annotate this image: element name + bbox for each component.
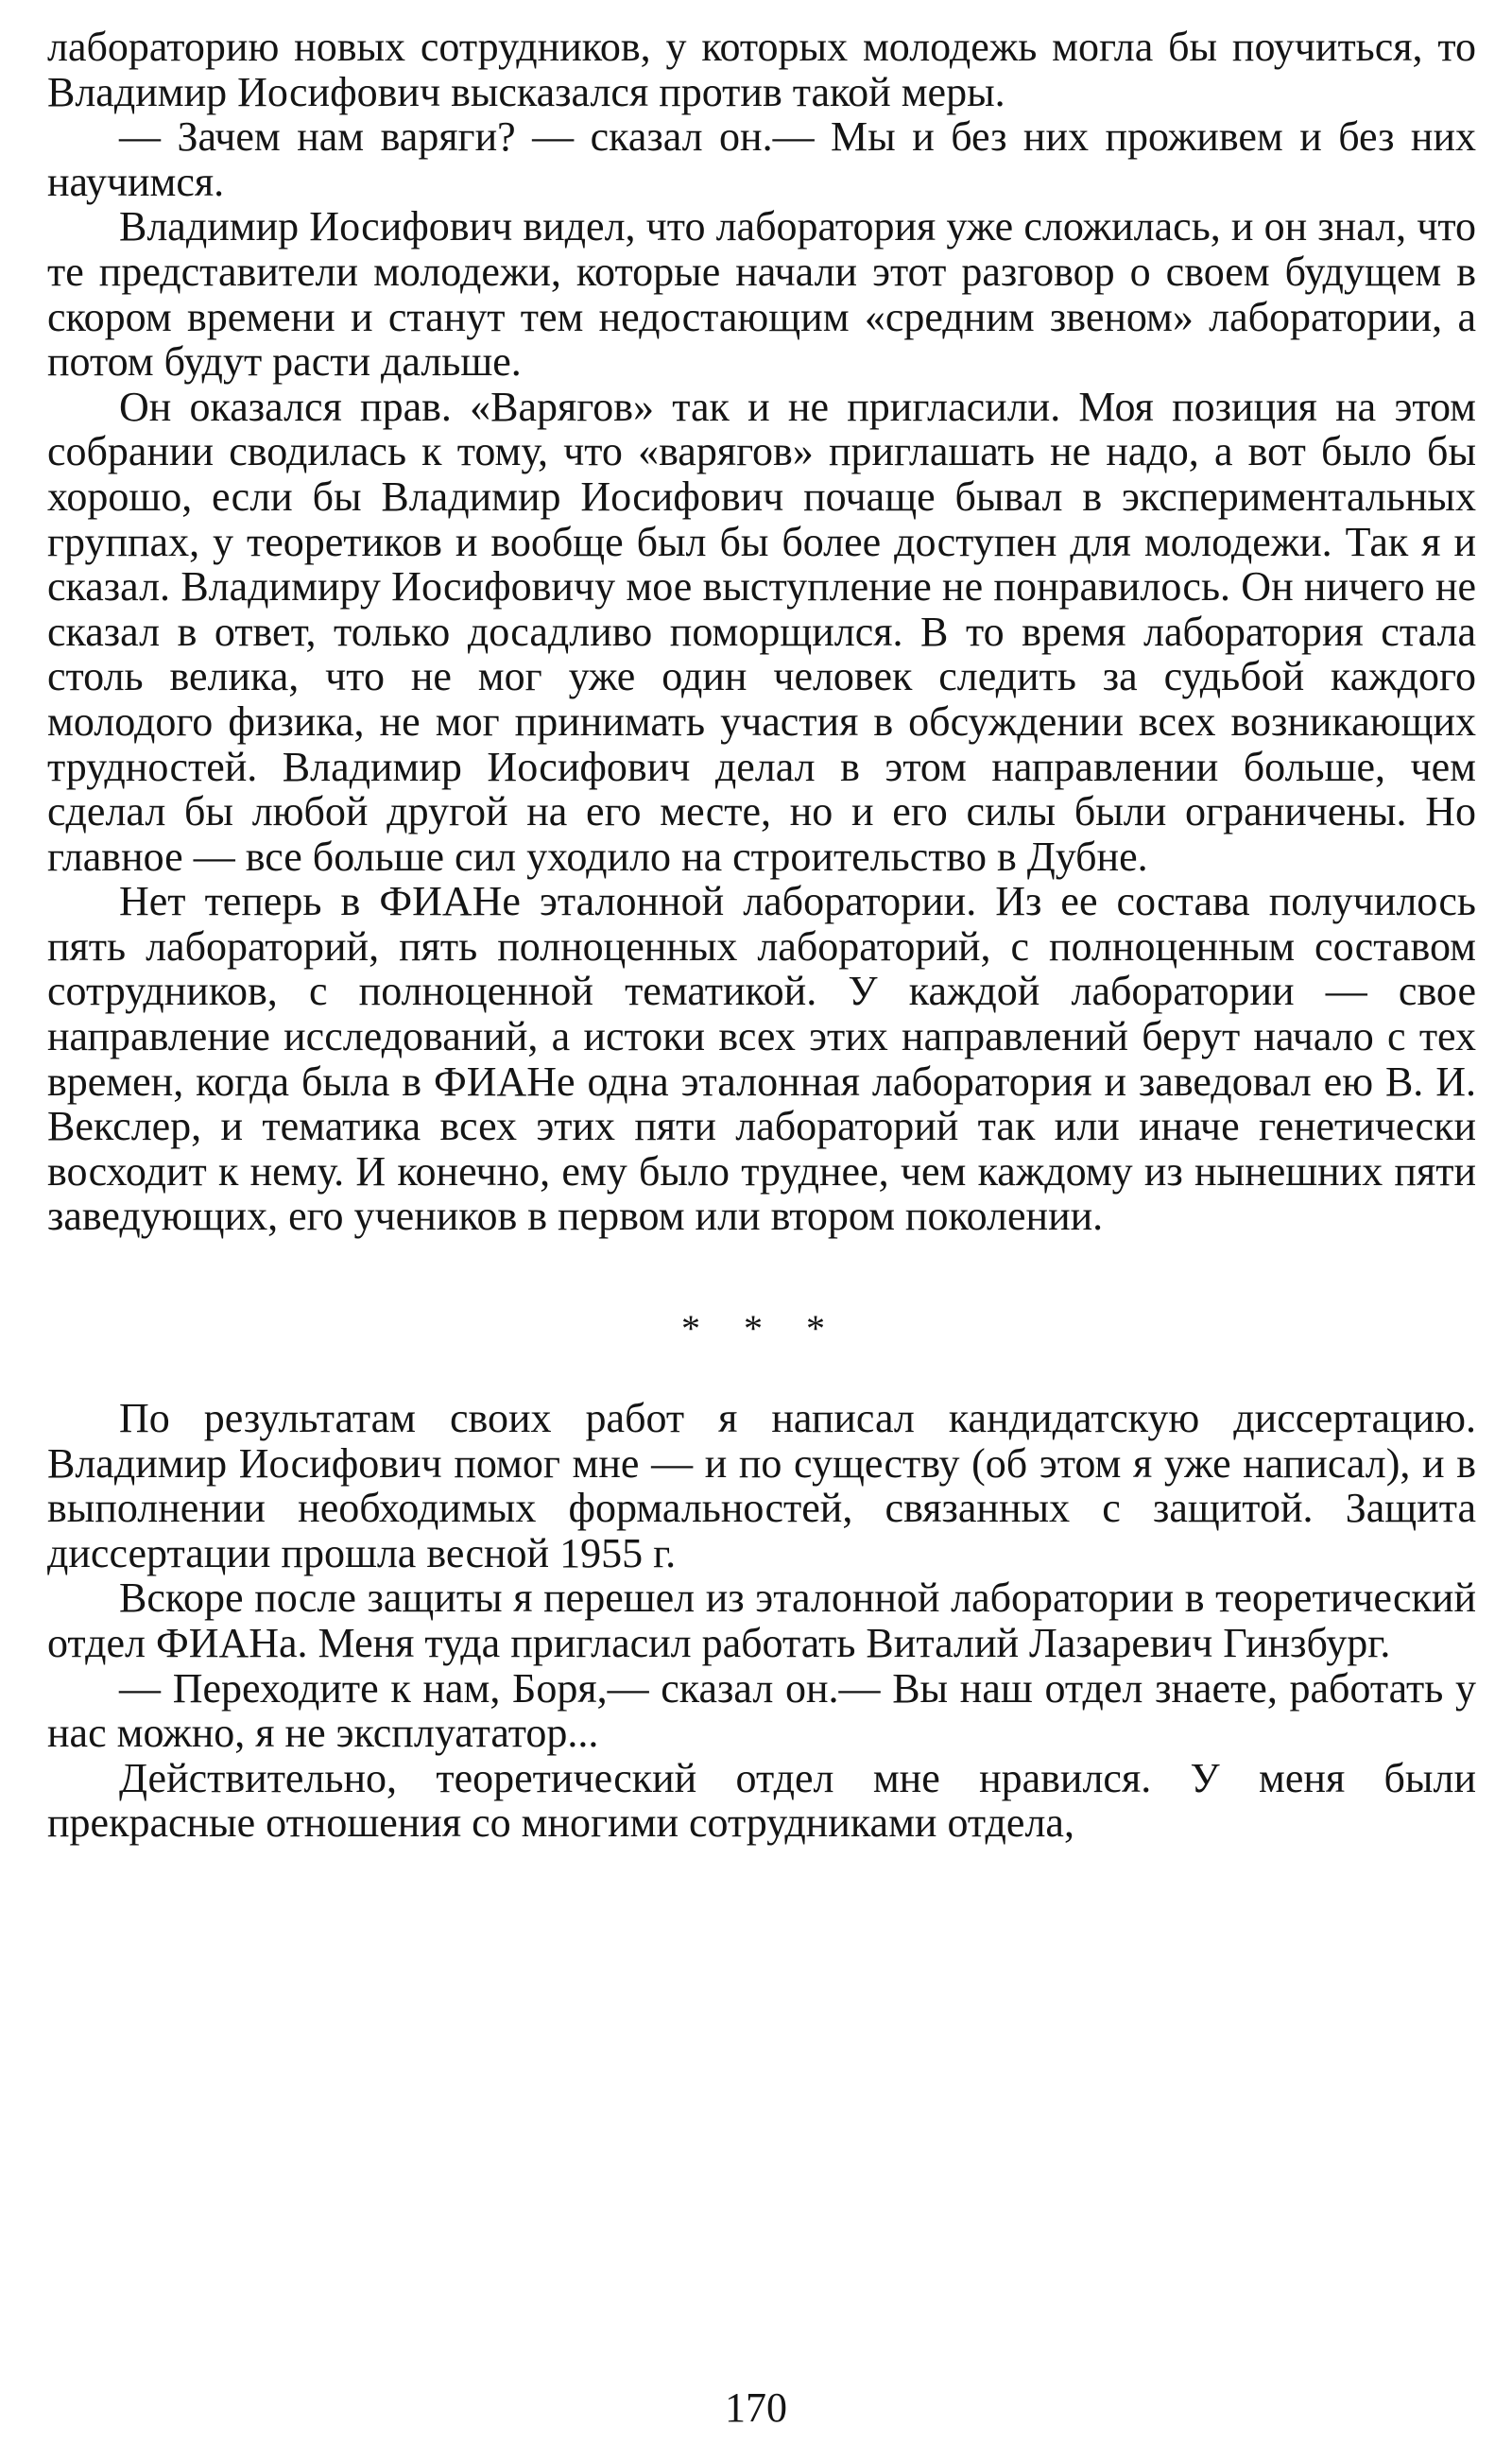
paragraph-lab-formed: Владимир Иосифович видел, что лаборатория уже сложилась, и он знал, что те представители молодежи, которые начали этот разговор о своем будущем в скором времени и станут тем недостающим «средним звеном» лаборатории, а потом будут расти дальше. [47, 203, 1476, 386]
paragraph-he-was-right: Он оказался прав. «Варягов» так и не пригласили. Моя позиция на этом собрании сводилась к тому, что «варягов» приглашать не надо, а вот было бы хорошо, если бы Владимир Иосифович почаще бывал в экспериментальных группах, у теоретиков и вообще был бы более доступен для молодежи. Так я и сказал. Владимиру Иосифовичу мое выступление не понравилось. Он ничего не сказал в ответ, только досадливо поморщился. В то время лаборатория стала столь велика, что не мог уже один человек следить за судьбой каждого молодого физика, не мог принимать участия в обсуждении всех возникающих трудностей. Владимир Иосифович делал в этом направлении больше, чем сделал бы любой другой на его месте, но и его силы были ограничены. Но главное — все больше сил уходило на строительство в Дубне. [47, 383, 1476, 880]
paragraph-continuation: лабораторию новых сотрудников, у которых молодежь могла бы поучиться, то Владимир Иосифович высказался против такой меры. [47, 24, 1476, 115]
paragraph-dissertation: По результатам своих работ я написал кандидатскую диссертацию. Владимир Иосифович помог мне — и по существу (об этом я уже написал), и в выполнении необходимых формальностей, связанных с защитой. Защита диссертации прошла весной 1955 г. [47, 1395, 1476, 1576]
paragraph-liked-department: Действительно, теоретический отдел мне нравился. У меня были прекрасные отношения со многими сотрудниками отдела, [47, 1754, 1476, 1847]
page-number: 170 [725, 2384, 787, 2431]
paragraph-dialogue-ginzburg: — Переходите к нам, Боря,— сказал он.— Вы наш отдел знаете, работать у нас можно, я не эксплуататор... [47, 1664, 1476, 1757]
paragraph-theory-department: Вскоре после защиты я перешел из эталонной лаборатории в теоретический отдел ФИАНа. Меня туда пригласил работать Виталий Лазаревич Гинзбург. [47, 1575, 1476, 1666]
book-page [47, 25, 1476, 1846]
paragraph-fian-labs: Нет теперь в ФИАНе эталонной лаборатории. Из ее состава получилось пять лабораторий, пять полноценных лабораторий, с полноценным составом сотрудников, с полноценной тематикой. У каждой лаборатории — свое направление исследований, а истоки всех этих направлений берут начало с тех времен, когда была в ФИАНе одна эталонная лаборатория и заведовал ею В. И. Векслер, и тематика всех этих пяти лабораторий так или иначе генетически восходит к нему. И конечно, ему было труднее, чем каждому из нынешних пяти заведующих, его учеников в первом или втором поколении. [47, 878, 1476, 1240]
paragraph-dialogue-varyagi: — Зачем нам варяги? — сказал он.— Мы и без них проживем и без них научимся. [47, 113, 1476, 205]
section-separator: * * * [681, 1307, 842, 1351]
